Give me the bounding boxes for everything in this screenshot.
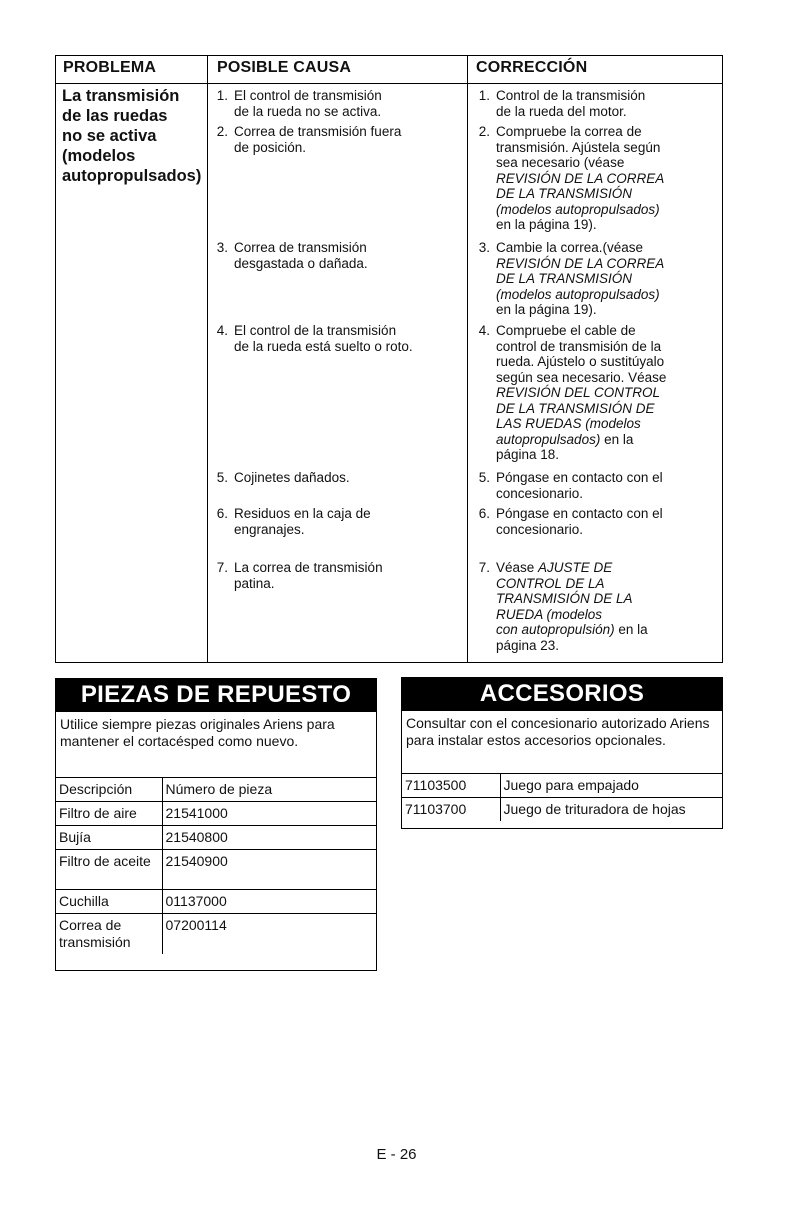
parts-cell: 21540800	[162, 826, 376, 850]
item-number: 7.	[216, 560, 228, 575]
correction-text: Cambie la correa.(véase REVISIÓN DE LA CORREA DE LA TRANSMISIÓN (modelos autopropulsados) en la página 19).	[496, 240, 665, 317]
parts-box	[55, 711, 377, 971]
correction-text: Compruebe la correa de transmisión. Ajústela según sea necesario (véase REVISIÓN DE LA CORREA DE LA TRANSMISIÓN (modelos autopropulsados) en la página 19).	[496, 124, 665, 232]
cause-item	[214, 323, 464, 354]
problem-line: (modelos	[62, 147, 136, 165]
accessories-cell: 71103700	[402, 798, 500, 822]
cause-text: Cojinetes dañados.	[234, 470, 350, 485]
correction-item	[476, 240, 718, 318]
cause-text: Residuos en la caja de engranajes.	[234, 506, 371, 537]
correction-text: Compruebe el cable de control de transmisión de la rueda. Ajústelo o sustitúyalo según sea necesario. Véase REVISIÓN DEL CONTROL DE LA TRANSMISIÓN DE LAS RUEDAS (modelos autopropulsados) en la página 18.	[496, 323, 667, 462]
parts-cell: 21540900	[162, 850, 376, 890]
header-cause: POSIBLE CAUSA	[217, 59, 352, 76]
item-number: 1.	[216, 88, 228, 103]
item-number: 6.	[478, 506, 490, 521]
accessories-intro: Consultar con el concesionario autorizado Ariens para instalar estos accesorios opcionales.	[406, 715, 710, 748]
parts-cell: 01137000	[162, 890, 376, 914]
cause-text: Correa de transmisión fuera de posición.	[234, 124, 402, 155]
cause-text: Correa de transmisión desgastada o dañada.	[234, 240, 368, 271]
correction-item	[476, 560, 718, 653]
page-number: E - 26	[376, 1146, 417, 1163]
parts-table	[56, 777, 376, 954]
accessories-row	[402, 774, 722, 798]
parts-row	[56, 802, 376, 826]
parts-cell: Bujía	[56, 826, 162, 850]
parts-cell: Número de pieza	[162, 778, 376, 802]
parts-cell: Correa de transmisión	[56, 914, 162, 955]
item-number: 3.	[216, 240, 228, 255]
cause-text: La correa de transmisión patina.	[234, 560, 383, 591]
cause-item	[214, 470, 464, 486]
cause-item	[214, 88, 464, 119]
problem-line: autopropulsados)	[62, 167, 202, 185]
item-number: 1.	[478, 88, 490, 103]
parts-intro: Utilice siempre piezas originales Ariens para mantener el cortacésped como nuevo.	[60, 716, 335, 749]
problem-line: La transmisión	[62, 87, 180, 105]
parts-cell: 21541000	[162, 802, 376, 826]
accessories-table	[402, 773, 722, 821]
header-problem: PROBLEMA	[63, 59, 157, 76]
parts-row	[56, 890, 376, 914]
parts-row	[56, 826, 376, 850]
item-number: 6.	[216, 506, 228, 521]
correction-text: Póngase en contacto con el concesionario.	[496, 470, 663, 501]
accessories-cell: Juego de trituradora de hojas	[500, 798, 722, 822]
parts-row	[56, 914, 376, 955]
correction-text: Control de la transmisión de la rueda del motor.	[496, 88, 646, 119]
item-number: 5.	[478, 470, 490, 485]
header-correction: CORRECCIÓN	[476, 59, 588, 76]
accessories-title: ACCESORIOS	[401, 677, 723, 710]
parts-cell: Filtro de aceite	[56, 850, 162, 890]
item-number: 5.	[216, 470, 228, 485]
correction-text: Póngase en contacto con el concesionario.	[496, 506, 663, 537]
cause-text: El control de transmisión de la rueda no se activa.	[234, 88, 382, 119]
correction-text: Véase AJUSTE DE CONTROL DE LA TRANSMISIÓN DE LA RUEDA (modelos con autopropulsión) en la página 23.	[496, 560, 648, 653]
problem-line: de las ruedas	[62, 107, 168, 125]
correction-item	[476, 323, 718, 463]
cause-text: El control de la transmisión de la rueda está suelto o roto.	[234, 323, 413, 354]
parts-row	[56, 850, 376, 890]
item-number: 4.	[478, 323, 490, 338]
parts-cell: Filtro de aire	[56, 802, 162, 826]
item-number: 2.	[216, 124, 228, 139]
correction-item	[476, 470, 718, 501]
accessories-row	[402, 798, 722, 822]
problem-line: no se activa	[62, 127, 157, 145]
parts-row	[56, 778, 376, 802]
accessories-cell: 71103500	[402, 774, 500, 798]
problem-text	[62, 86, 212, 186]
correction-item	[476, 88, 718, 119]
cause-item	[214, 506, 464, 537]
column-divider	[467, 56, 468, 662]
item-number: 4.	[216, 323, 228, 338]
cause-item	[214, 124, 464, 155]
accessories-cell: Juego para empajado	[500, 774, 722, 798]
correction-item	[476, 124, 718, 233]
correction-item	[476, 506, 718, 537]
accessories-box	[401, 710, 723, 829]
parts-title: PIEZAS DE REPUESTO	[55, 678, 377, 711]
item-number: 2.	[478, 124, 490, 139]
cause-item	[214, 560, 464, 591]
item-number: 7.	[478, 560, 490, 575]
parts-cell: Cuchilla	[56, 890, 162, 914]
cause-item	[214, 240, 464, 271]
item-number: 3.	[478, 240, 490, 255]
parts-cell: Descripción	[56, 778, 162, 802]
parts-cell: 07200114	[162, 914, 376, 955]
